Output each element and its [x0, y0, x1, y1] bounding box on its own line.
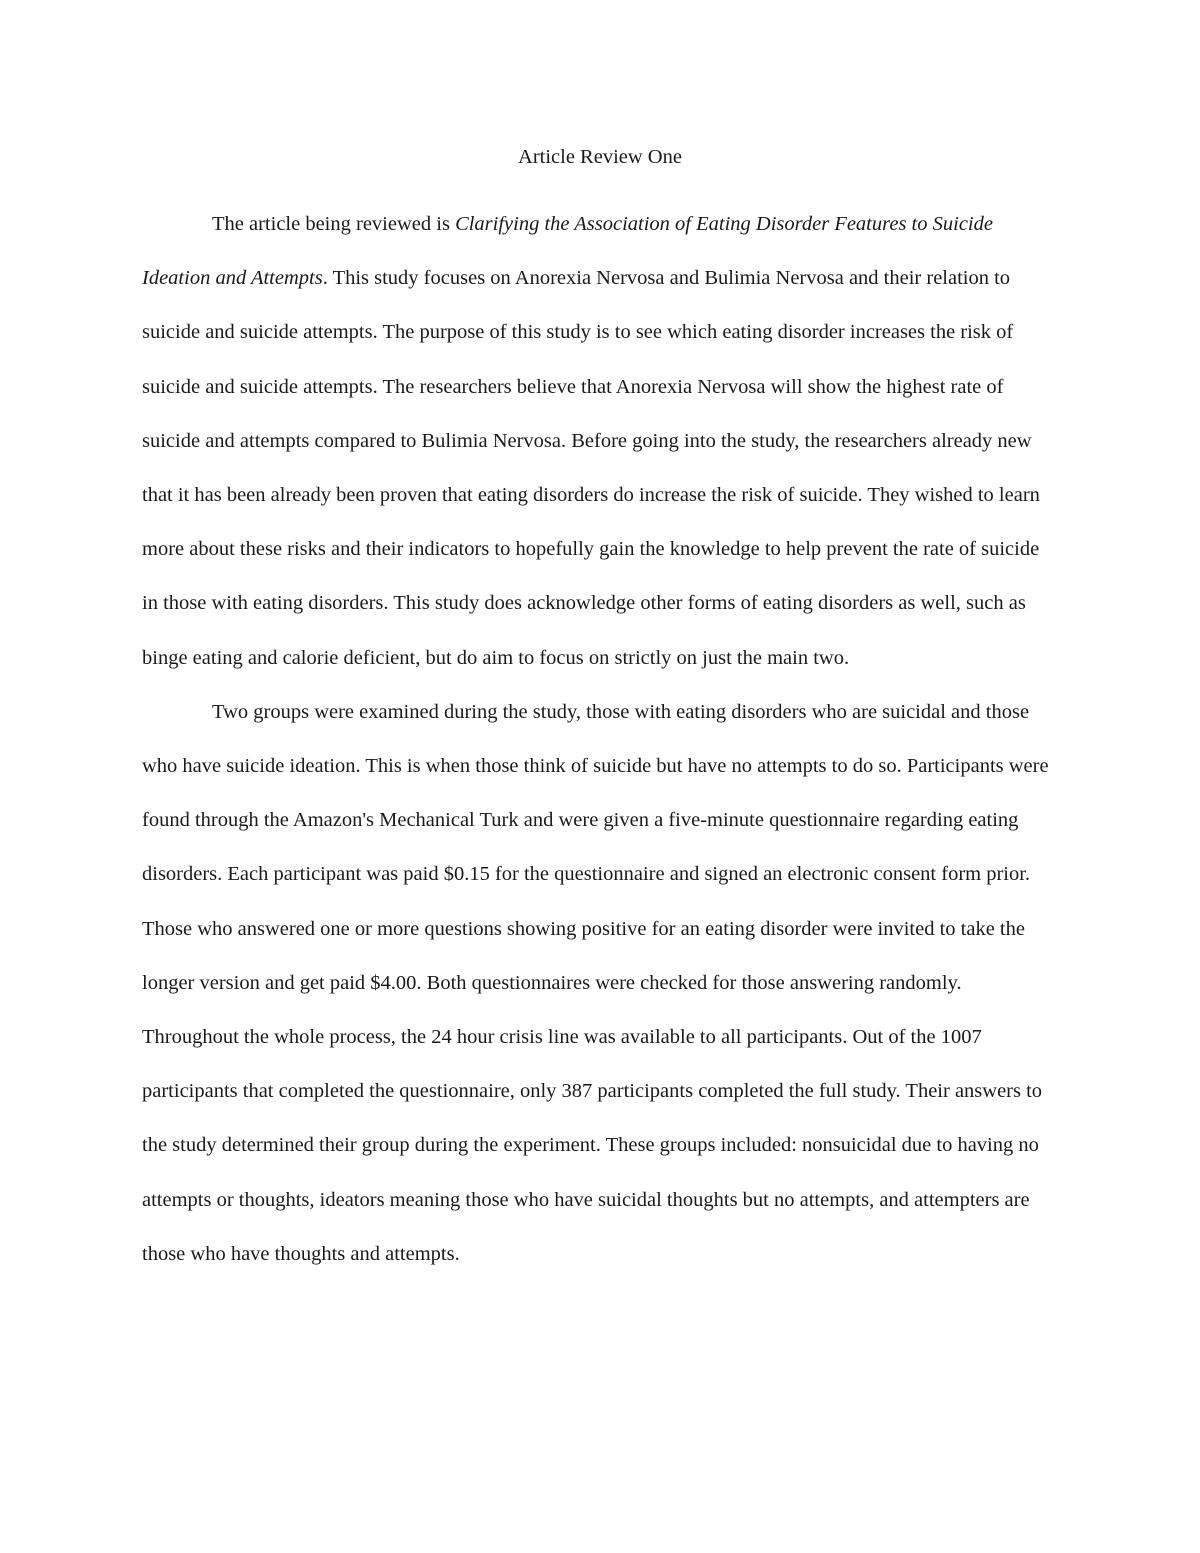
- document-title: Article Review One: [518, 146, 682, 168]
- paragraph-1: [142, 197, 1060, 685]
- document-body: [142, 197, 1060, 1281]
- article-title: Clarifying the Association of Eating Disorder Features to Suicide Ideation and Attempts: [142, 213, 993, 290]
- paragraph-2: Two groups were examined during the study, those with eating disorders who are suicidal and those who have suicide ideation. This is when those think of suicide but have no attempts to do so. Participants were found through the Amazon's Mechanical Turk and were given a five-minute questionnaire regarding eating disorders. Each participant was paid $0.15 for the questionnaire and signed an electronic consent form prior. Those who answered one or more questions showing positive for an eating disorder were invited to take the longer version and get paid $4.00. Both questionnaires were checked for those answering randomly. Throughout the whole process, the 24 hour crisis line was available to all participants. Out of the 1007 participants that completed the questionnaire, only 387 participants completed the full study. Their answers to the study determined their group during the experiment. These groups included: nonsuicidal due to having no attempts or thoughts, ideators meaning those who have suicidal thoughts but no attempts, and attempters are those who have thoughts and attempts.: [142, 700, 1049, 1265]
- paragraph-1-text: This study focuses on Anorexia Nervosa and Bulimia Nervosa and their relation to suicide and suicide attempts. The purpose of this study is to see which eating disorder increases the risk of suicide and suicide attempts. The researchers believe that Anorexia Nervosa will show the highest rate of suicide and attempts compared to Bulimia Nervosa. Before going into the study, the researchers already new that it has been already been proven that eating disorders do increase the risk of suicide. They wished to learn more about these risks and their indicators to hopefully gain the knowledge to help prevent the rate of suicide in those with eating disorders. This study does acknowledge other forms of eating disorders as well, such as binge eating and calorie deficient, but do aim to focus on strictly on just the main two.: [142, 267, 1040, 669]
- paragraph-1-lead: The article being reviewed is: [212, 213, 456, 235]
- paragraph-1-period: .: [322, 267, 328, 290]
